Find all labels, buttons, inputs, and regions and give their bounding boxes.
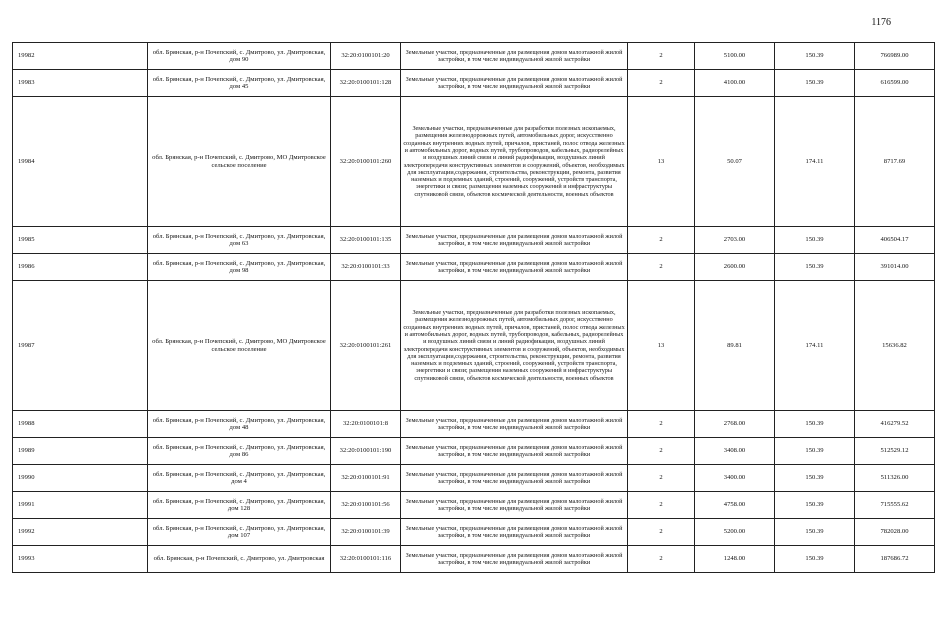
rate-cell: 150.39 xyxy=(775,465,855,492)
land-use-cell: Земельные участки, предназначенные для разработки полезных ископаемых, размещения железнодорожных путей, автомобильных дорог, искусственно созданных внутренних водных путей, причалов, пристаней, полос отвода железных и автомобильных дорог, водных путей, трубопроводов, кабельных, радиорелейных и воздушных линий связи и линий радиофикации, воздушных линий электропередачи конструктивных элементов и сооружений, объектов, необходимых для эксплуатации,содержания, строительства, реконструкции, ремонта, развития наземных и подземных зданий, строений, сооружений, устройств транспорта, энергетики и связи; размещения наземных сооружений и инфраструктуры спутниковой связи, объектов космической деятельности, военных объектов xyxy=(401,281,628,411)
address-cell: обл. Брянская, р-н Почепский, с. Дмитрово, ул. Дмитровская, дом 48 xyxy=(148,411,331,438)
land-use-cell: Земельные участки, предназначенные для размещения домов малоэтажной жилой застройки, в том числе индивидуальной жилой застройки xyxy=(401,227,628,254)
area-cell: 50.07 xyxy=(695,97,775,227)
table-row xyxy=(13,438,935,465)
use-code-cell: 2 xyxy=(628,254,695,281)
table-row xyxy=(13,465,935,492)
rate-cell: 150.39 xyxy=(775,438,855,465)
address-cell: обл. Брянская, р-н Почепский, с. Дмитрово, ул. Дмитровская, дом 4 xyxy=(148,465,331,492)
land-use-cell: Земельные участки, предназначенные для размещения домов малоэтажной жилой застройки, в том числе индивидуальной жилой застройки xyxy=(401,546,628,573)
table-row xyxy=(13,281,935,411)
rate-cell: 150.39 xyxy=(775,254,855,281)
use-code-cell: 2 xyxy=(628,411,695,438)
cadastral-number-cell: 32:20:0100101:190 xyxy=(331,438,401,465)
use-code-cell: 2 xyxy=(628,227,695,254)
row-number-cell: 19982 xyxy=(13,43,148,70)
use-code-cell: 13 xyxy=(628,97,695,227)
cadastral-number-cell: 32:20:0100101:33 xyxy=(331,254,401,281)
cadastral-value-cell: 416279.52 xyxy=(855,411,935,438)
cadastral-number-cell: 32:20:0100101:20 xyxy=(331,43,401,70)
cadastral-value-cell: 187686.72 xyxy=(855,546,935,573)
rate-cell: 150.39 xyxy=(775,519,855,546)
cadastral-number-cell: 32:20:0100101:39 xyxy=(331,519,401,546)
rate-cell: 150.39 xyxy=(775,411,855,438)
use-code-cell: 2 xyxy=(628,546,695,573)
row-number-cell: 19991 xyxy=(13,492,148,519)
use-code-cell: 13 xyxy=(628,281,695,411)
row-number-cell: 19992 xyxy=(13,519,148,546)
table-row xyxy=(13,97,935,227)
table-row xyxy=(13,227,935,254)
cadastral-number-cell: 32:20:0100101:261 xyxy=(331,281,401,411)
land-use-cell: Земельные участки, предназначенные для размещения домов малоэтажной жилой застройки, в том числе индивидуальной жилой застройки xyxy=(401,254,628,281)
land-use-cell: Земельные участки, предназначенные для размещения домов малоэтажной жилой застройки, в том числе индивидуальной жилой застройки xyxy=(401,70,628,97)
rate-cell: 150.39 xyxy=(775,43,855,70)
address-cell: обл. Брянская, р-н Почепский, с. Дмитрово, ул. Дмитровская, дом 63 xyxy=(148,227,331,254)
row-number-cell: 19988 xyxy=(13,411,148,438)
use-code-cell: 2 xyxy=(628,465,695,492)
use-code-cell: 2 xyxy=(628,519,695,546)
cadastral-value-cell: 391014.00 xyxy=(855,254,935,281)
row-number-cell: 19987 xyxy=(13,281,148,411)
rate-cell: 150.39 xyxy=(775,227,855,254)
cadastral-value-cell: 782028.00 xyxy=(855,519,935,546)
use-code-cell: 2 xyxy=(628,70,695,97)
rate-cell: 150.39 xyxy=(775,546,855,573)
land-use-cell: Земельные участки, предназначенные для размещения домов малоэтажной жилой застройки, в том числе индивидуальной жилой застройки xyxy=(401,438,628,465)
land-use-cell: Земельные участки, предназначенные для размещения домов малоэтажной жилой застройки, в том числе индивидуальной жилой застройки xyxy=(401,465,628,492)
area-cell: 3408.00 xyxy=(695,438,775,465)
area-cell: 1248.00 xyxy=(695,546,775,573)
area-cell: 3400.00 xyxy=(695,465,775,492)
area-cell: 2600.00 xyxy=(695,254,775,281)
use-code-cell: 2 xyxy=(628,492,695,519)
cadastral-number-cell: 32:20:0100101:8 xyxy=(331,411,401,438)
row-number-cell: 19985 xyxy=(13,227,148,254)
cadastral-value-cell: 766989.00 xyxy=(855,43,935,70)
cadastral-number-cell: 32:20:0100101:56 xyxy=(331,492,401,519)
area-cell: 89.81 xyxy=(695,281,775,411)
row-number-cell: 19986 xyxy=(13,254,148,281)
cadastral-value-cell: 15636.82 xyxy=(855,281,935,411)
table-row xyxy=(13,70,935,97)
cadastral-number-cell: 32:20:0100101:91 xyxy=(331,465,401,492)
row-number-cell: 19990 xyxy=(13,465,148,492)
cadastral-value-cell: 512529.12 xyxy=(855,438,935,465)
land-use-cell: Земельные участки, предназначенные для разработки полезных ископаемых, размещения железнодорожных путей, автомобильных дорог, искусственно созданных внутренних водных путей, причалов, пристаней, полос отвода железных и автомобильных дорог, водных путей, трубопроводов, кабельных, радиорелейных и воздушных линий связи и линий радиофикации, воздушных линий электропередачи конструктивных элементов и сооружений, объектов, необходимых для эксплуатации,содержания, строительства, реконструкции, ремонта, развития наземных и подземных зданий, строений, сооружений, устройств транспорта, энергетики и связи; размещения наземных сооружений и инфраструктуры спутниковой связи, объектов космической деятельности, военных объектов xyxy=(401,97,628,227)
cadastral-number-cell: 32:20:0100101:128 xyxy=(331,70,401,97)
rate-cell: 150.39 xyxy=(775,70,855,97)
address-cell: обл. Брянская, р-н Почепский, с. Дмитрово, ул. Дмитровская, дом 90 xyxy=(148,43,331,70)
row-number-cell: 19984 xyxy=(13,97,148,227)
cadastral-value-cell: 715555.62 xyxy=(855,492,935,519)
row-number-cell: 19989 xyxy=(13,438,148,465)
table-row xyxy=(13,254,935,281)
cadastral-value-cell: 511326.00 xyxy=(855,465,935,492)
address-cell: обл. Брянская, р-н Почепский, с. Дмитрово, МО Дмитровское сельское поселение xyxy=(148,97,331,227)
cadastral-value-cell: 406504.17 xyxy=(855,227,935,254)
row-number-cell: 19993 xyxy=(13,546,148,573)
rate-cell: 174.11 xyxy=(775,97,855,227)
table-body xyxy=(13,43,935,573)
rate-cell: 174.11 xyxy=(775,281,855,411)
area-cell: 2768.00 xyxy=(695,411,775,438)
area-cell: 4100.00 xyxy=(695,70,775,97)
address-cell: обл. Брянская, р-н Почепский, с. Дмитрово, ул. Дмитровская, дом 98 xyxy=(148,254,331,281)
table-row xyxy=(13,43,935,70)
address-cell: обл. Брянская, р-н Почепский, с. Дмитрово, ул. Дмитровская, дом 86 xyxy=(148,438,331,465)
cadastral-number-cell: 32:20:0100101:135 xyxy=(331,227,401,254)
address-cell: обл. Брянская, р-н Почепский, с. Дмитрово, ул. Дмитровская xyxy=(148,546,331,573)
use-code-cell: 2 xyxy=(628,43,695,70)
address-cell: обл. Брянская, р-н Почепский, с. Дмитрово, ул. Дмитровская, дом 128 xyxy=(148,492,331,519)
address-cell: обл. Брянская, р-н Почепский, с. Дмитрово, МО Дмитровское сельское поселение xyxy=(148,281,331,411)
address-cell: обл. Брянская, р-н Почепский, с. Дмитрово, ул. Дмитровская, дом 107 xyxy=(148,519,331,546)
table-row xyxy=(13,411,935,438)
area-cell: 2703.00 xyxy=(695,227,775,254)
address-cell: обл. Брянская, р-н Почепский, с. Дмитрово, ул. Дмитровская, дом 45 xyxy=(148,70,331,97)
table-row xyxy=(13,546,935,573)
page-number: 1176 xyxy=(871,17,891,28)
area-cell: 5200.00 xyxy=(695,519,775,546)
row-number-cell: 19983 xyxy=(13,70,148,97)
land-use-cell: Земельные участки, предназначенные для размещения домов малоэтажной жилой застройки, в том числе индивидуальной жилой застройки xyxy=(401,43,628,70)
table-row xyxy=(13,519,935,546)
use-code-cell: 2 xyxy=(628,438,695,465)
table-row xyxy=(13,492,935,519)
area-cell: 5100.00 xyxy=(695,43,775,70)
cadastral-number-cell: 32:20:0100101:260 xyxy=(331,97,401,227)
rate-cell: 150.39 xyxy=(775,492,855,519)
land-use-cell: Земельные участки, предназначенные для размещения домов малоэтажной жилой застройки, в том числе индивидуальной жилой застройки xyxy=(401,492,628,519)
land-use-cell: Земельные участки, предназначенные для размещения домов малоэтажной жилой застройки, в том числе индивидуальной жилой застройки xyxy=(401,519,628,546)
land-registry-table xyxy=(12,42,935,573)
land-use-cell: Земельные участки, предназначенные для размещения домов малоэтажной жилой застройки, в том числе индивидуальной жилой застройки xyxy=(401,411,628,438)
cadastral-value-cell: 616599.00 xyxy=(855,70,935,97)
area-cell: 4758.00 xyxy=(695,492,775,519)
cadastral-number-cell: 32:20:0100101:116 xyxy=(331,546,401,573)
cadastral-value-cell: 8717.69 xyxy=(855,97,935,227)
